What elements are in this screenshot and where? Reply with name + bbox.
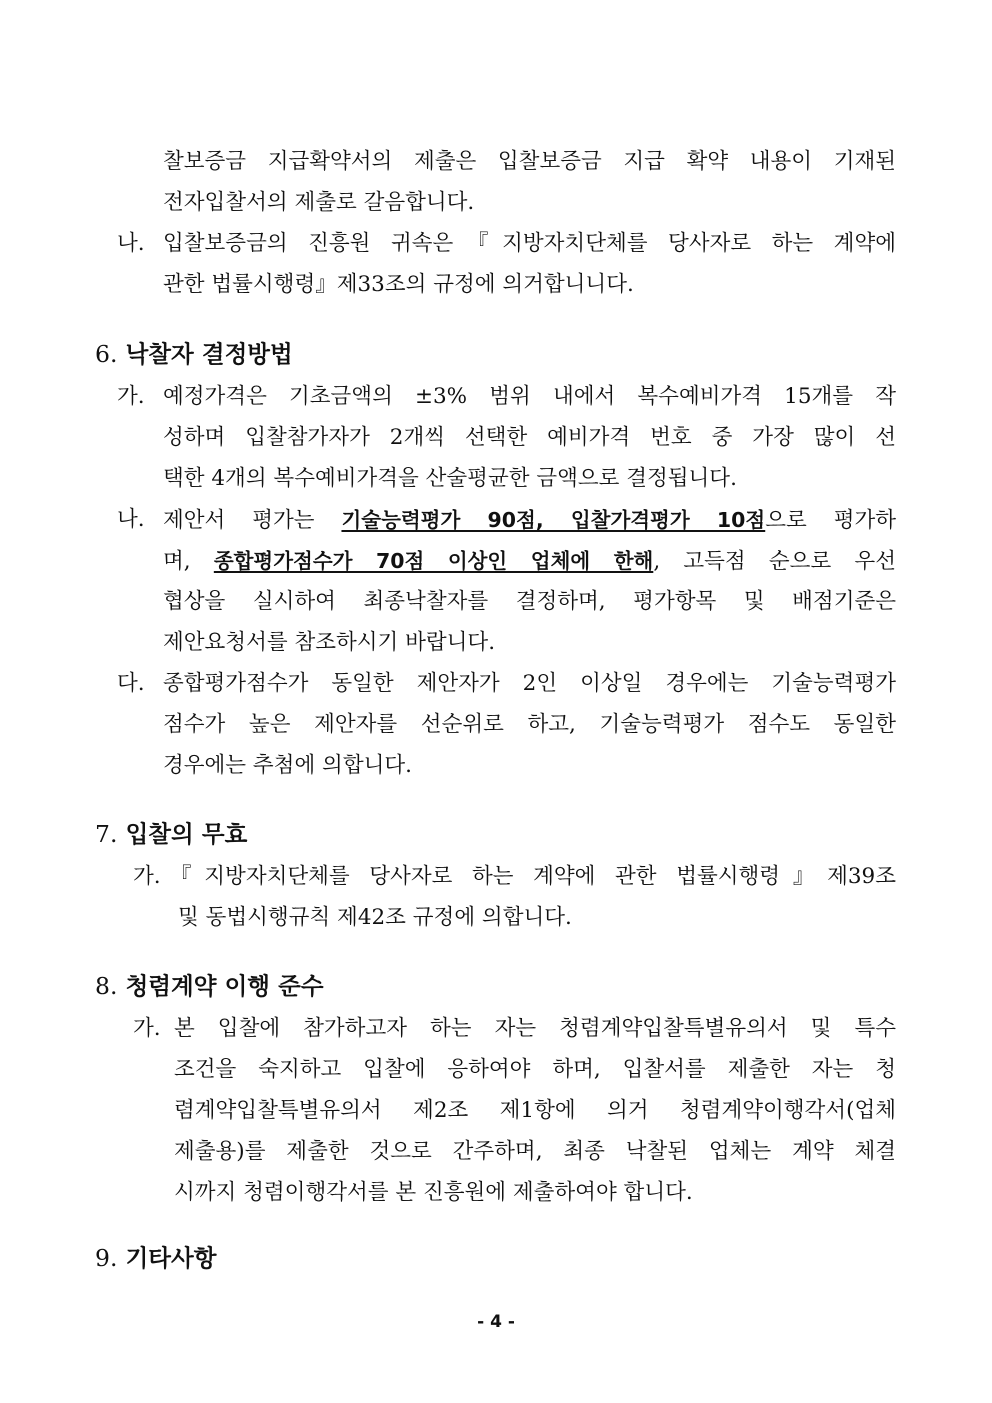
s6-na-l2-post: , 고득점 순으로 우선 (653, 549, 896, 574)
s6-da-line-3: 경우에는 추첨에 의합니다. (163, 753, 412, 778)
s7-ga-line-2: 및 동법시행규칙 제42조 규정에 의합니다. (178, 905, 572, 930)
s6-ga-line-1: 예정가격은 기초금액의 ±3% 범위 내에서 복수예비가격 15개를 작 (163, 384, 896, 409)
s6-na-l2-emphasis: 종합평가점수가 70점 이상인 업체에 한해 (213, 549, 654, 573)
item-marker-ga: 가. (117, 384, 145, 409)
section-9-number: 9. (95, 1244, 118, 1272)
s6-da-line-2: 점수가 높은 제안자를 선순위로 하고, 기술능력평가 점수도 동일한 (163, 712, 896, 737)
s6-ga-line-3: 택한 4개의 복수예비가격을 산술평균한 금액으로 결정됩니다. (163, 466, 737, 491)
s6-na-line-1 (163, 505, 896, 535)
continuation-line-1: 찰보증금 지급확약서의 제출은 입찰보증금 지급 확약 내용이 기재된 (163, 149, 896, 174)
s6-da-line-1: 종합평가점수가 동일한 제안자가 2인 이상일 경우에는 기술능력평가 (163, 671, 896, 696)
s6-na-line-2 (163, 546, 896, 576)
item-marker-na: 나. (117, 507, 145, 532)
s7-ga-line-1: 『지방자치단체를 당사자로 하는 계약에 관한 법률시행령』제39조 (170, 864, 896, 889)
section-8-title: 청렴계약 이행 준수 (125, 972, 324, 1000)
section-9-title: 기타사항 (125, 1244, 217, 1272)
section-7-heading (95, 818, 247, 850)
section-9-heading (95, 1242, 216, 1274)
item-marker-na: 나. (117, 231, 145, 256)
section-6-title: 낙찰자 결정방법 (125, 340, 293, 368)
s8-ga-line-3: 렴계약입찰특별유의서 제2조 제1항에 의거 청렴계약이행각서(업체 (174, 1098, 896, 1123)
item-marker-da: 다. (117, 671, 145, 696)
item-marker-ga: 가. (133, 864, 161, 889)
s8-ga-line-5: 시까지 청렴이행각서를 본 진흥원에 제출하여야 합니다. (174, 1180, 693, 1205)
forfeit-line-1: 입찰보증금의 진흥원 귀속은『지방자치단체를 당사자로 하는 계약에 (163, 231, 896, 256)
section-6-number: 6. (95, 340, 118, 368)
forfeit-line-2: 관한 법률시행령』제33조의 규정에 의거합니니다. (163, 272, 634, 297)
s8-ga-line-2: 조건을 숙지하고 입찰에 응하여야 하며, 입찰서를 제출한 자는 청 (174, 1057, 896, 1082)
s8-ga-line-1: 본 입찰에 참가하고자 하는 자는 청렴계약입찰특별유의서 및 특수 (174, 1016, 896, 1041)
continuation-line-2: 전자입찰서의 제출로 갈음합니다. (163, 190, 475, 215)
section-7-title: 입찰의 무효 (125, 820, 248, 848)
section-7-number: 7. (95, 820, 118, 848)
s8-ga-line-4: 제출용)를 제출한 것으로 간주하며, 최종 낙찰된 업체는 계약 체결 (174, 1139, 896, 1164)
s6-na-l1-pre: 제안서 평가는 (163, 508, 342, 533)
section-8-number: 8. (95, 972, 118, 1000)
section-6-heading (95, 338, 293, 370)
s6-na-line-3: 협상을 실시하여 최종낙찰자를 결정하며, 평가항목 및 배점기준은 (163, 589, 896, 614)
s6-na-l1-post: 으로 평가하 (765, 508, 897, 533)
item-marker-ga: 가. (133, 1016, 161, 1041)
s6-na-l2-pre: 며, (163, 549, 214, 574)
section-8-heading (95, 970, 324, 1002)
s6-na-line-4: 제안요청서를 참조하시기 바랍니다. (163, 630, 496, 655)
page-number: - 4 - (477, 1312, 515, 1332)
s6-na-l1-emphasis: 기술능력평가 90점, 입찰가격평가 10점 (341, 508, 766, 532)
s6-ga-line-2: 성하며 입찰참가자가 2개씩 선택한 예비가격 번호 중 가장 많이 선 (163, 425, 896, 450)
